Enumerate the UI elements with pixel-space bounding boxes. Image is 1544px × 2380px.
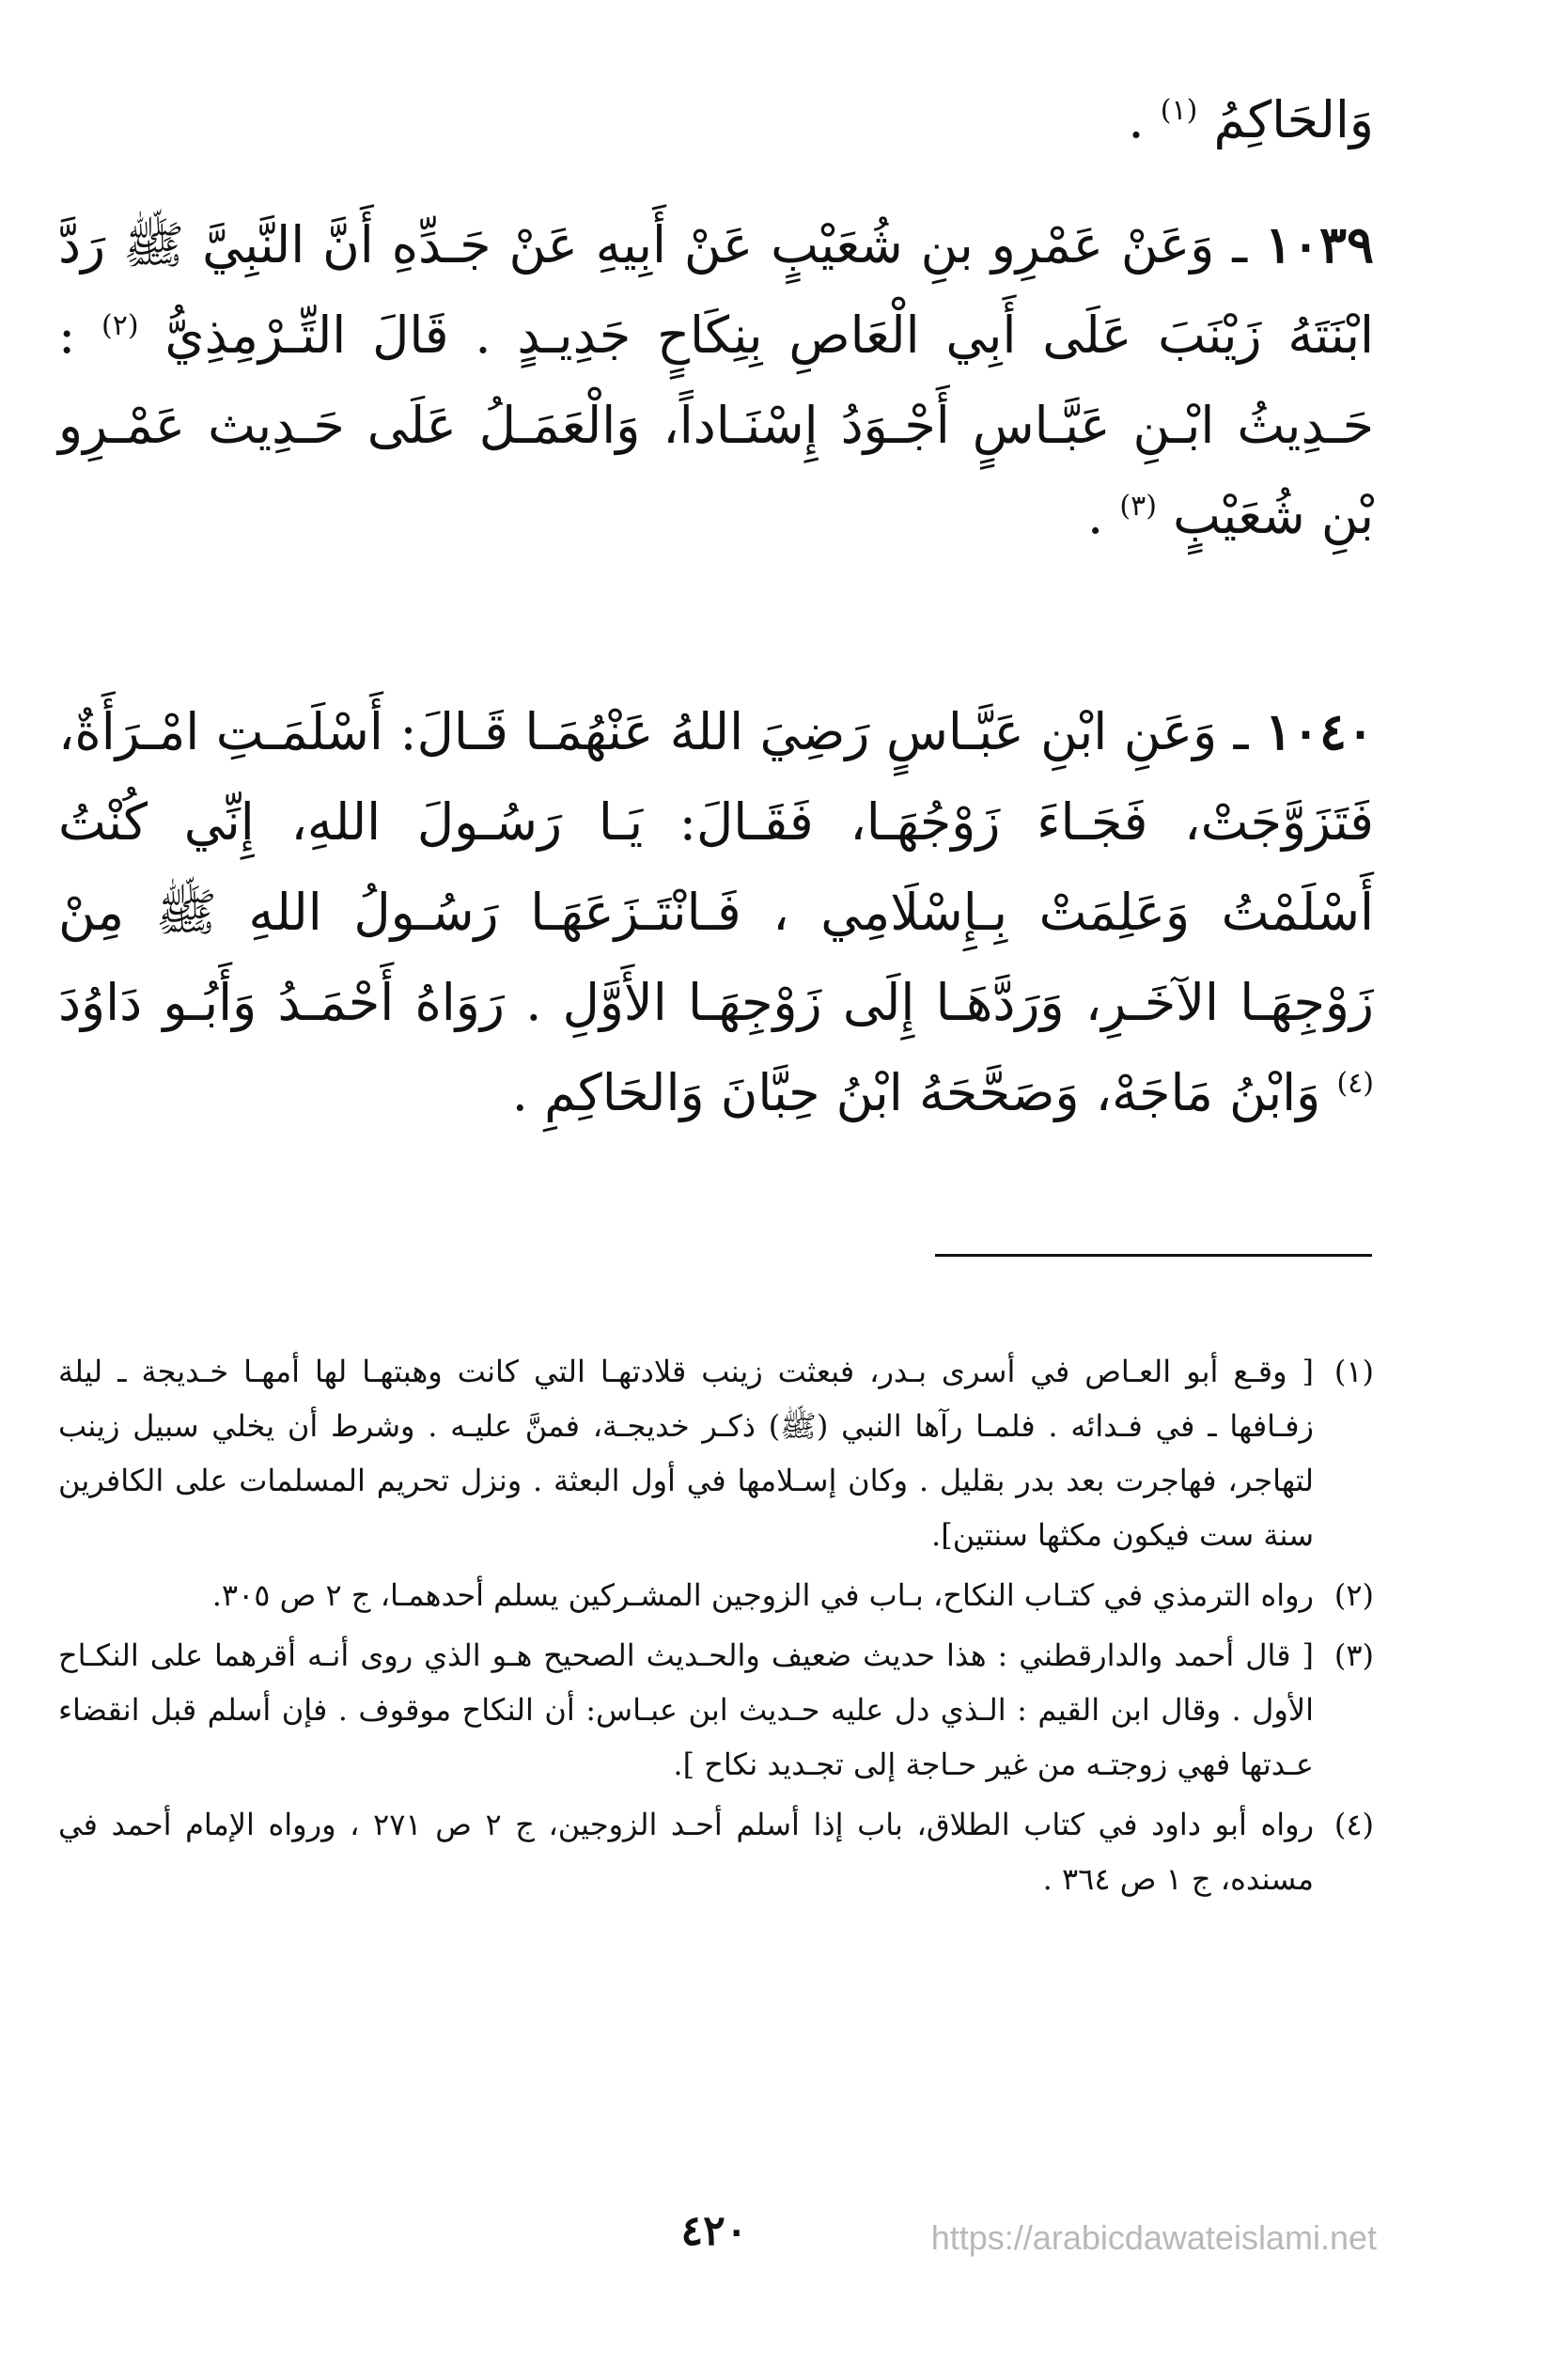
footnotes [58, 1344, 1374, 1912]
watermark-url: https://arabicdawateislami.net [930, 2218, 1377, 2257]
hadith-1039-text-a: وَعَنْ عَمْرِو بنِ شُعَيْبٍ عَنْ أَبِيهِ عَنْ جَـدِّهِ أَنَّ النَّبِيَّ ﷺ رَدَّ ابْنَتَهُ زَيْنَبَ عَلَى أَبِي الْعَاصِ بِنِكَاحٍ جَدِيـدٍ . قَالَ التِّـرْمِذِيُّ [58, 215, 1374, 365]
footnote-number: (١) [1333, 1354, 1374, 1389]
footnote-ref-4: (٤) [1336, 1067, 1374, 1100]
hadith-dash-1040: ـ [1233, 702, 1249, 761]
hadith-1040-text-b: وَابْنُ مَاجَهْ، وَصَحَّحَهُ ابْنُ حِبَّانَ وَالحَاكِمِ . [511, 1063, 1321, 1122]
hadith-1039 [58, 199, 1374, 561]
footnote-3 [58, 1628, 1374, 1792]
footnote-number: (٤) [1333, 1807, 1374, 1842]
footnote-ref-1: (١) [1160, 94, 1198, 127]
hadith-dash-1039: ـ [1232, 215, 1248, 274]
continuation-end: . [1128, 90, 1145, 149]
hadith-number-1040: ١٠٤٠ [1264, 701, 1374, 761]
footnote-divider [935, 1254, 1372, 1257]
footnote-text: [ وقـع أبو العـاص في أسرى بـدر، فبعثت زينب قلادتهـا التي كانت وهبتهـا لها أمهـا خـديجة ـ ليلة زفـافها ـ في فـدائه . فلمـا رآها النبي (ﷺ) ذكـر خديجـة، فمنَّ عليـه . وشرط أن يخلي سبيل زينب لتهاجر، فهاجرت بعد بدر بقليل . وكان إسـلامها في أول البعثة . ونزل تحريم المسلمات على الكافرين سنة ست فيكون مكثها سنتين]. [58, 1354, 1314, 1553]
footnote-ref-2: (٢) [101, 309, 139, 342]
hadith-1039-end: . [1087, 486, 1104, 545]
hadith-1039-text-b: : حَـدِيثُ ابْـنِ عَبَّـاسٍ أَجْـوَدُ إِسْنَـاداً، وَالْعَمَـلُ عَلَى حَـدِيث عَمْـرِو بْنِ شُعَيْبٍ [58, 305, 1374, 545]
footnote-text: رواه الترمذي في كتـاب النكاح، بـاب في الزوجين المشـركين يسلم أحدهمـا، ج ٢ ص ٣٠٥. [211, 1577, 1314, 1613]
footnote-text: رواه أبو داود في كتاب الطلاق، باب إذا أسلم أحـد الزوجين، ج ٢ ص ٢٧١ ، ورواه الإمام أحمد في مسنده، ج ١ ص ٣٦٤ . [58, 1807, 1315, 1897]
page-number: ٤٢٠ [680, 2207, 748, 2255]
footnote-ref-3: (٣) [1119, 490, 1157, 523]
hadith-1040 [58, 686, 1374, 1138]
footnote-number: (٣) [1333, 1637, 1374, 1673]
footnote-text: [ قال أحمد والدارقطني : هذا حديث ضعيف والحـديث الصحيح هـو الذي روى أنـه أقرهما على النكـاح الأول . وقال ابن القيم : الـذي دل عليه حـديث ابن عبـاس: أن النكاح موقوف . فإن أسلم قبل انقضاء عـدتها فهي زوجتـه من غير حـاجة إلى تجـديد نكاح ]. [58, 1637, 1315, 1782]
hadith-1040-text-a: وَعَنِ ابْنِ عَبَّـاسٍ رَضِيَ اللهُ عَنْهُمَـا قَـالَ: أَسْلَمَـتِ امْـرَأَةٌ، فَتَزَوَّجَتْ، فَجَـاءَ زَوْجُهَـا، فَقَـالَ: يَـا رَسُـولَ اللهِ، إِنِّي كُنْتُ أَسْلَمْتُ وَعَلِمَتْ بِـإِسْلَامِي ، فَـانْتَـزَعَهَـا رَسُـولُ اللهِ ﷺ مِنْ زَوْجِهَـا الآخَـرِ، وَرَدَّهَـا إِلَى زَوْجِهَـا الأَوَّلِ . رَوَاهُ أَحْمَـدُ وَأَبُـو دَاوُدَ [58, 702, 1374, 1032]
footnote-number: (٢) [1333, 1577, 1374, 1613]
footnote-4 [58, 1797, 1374, 1906]
hadith-number-1039: ١٠٣٩ [1265, 214, 1375, 274]
footnote-1 [58, 1344, 1374, 1562]
continuation-line [58, 75, 1374, 165]
footnote-2 [58, 1568, 1374, 1622]
continuation-text: وَالحَاكِمُ [1213, 90, 1374, 149]
